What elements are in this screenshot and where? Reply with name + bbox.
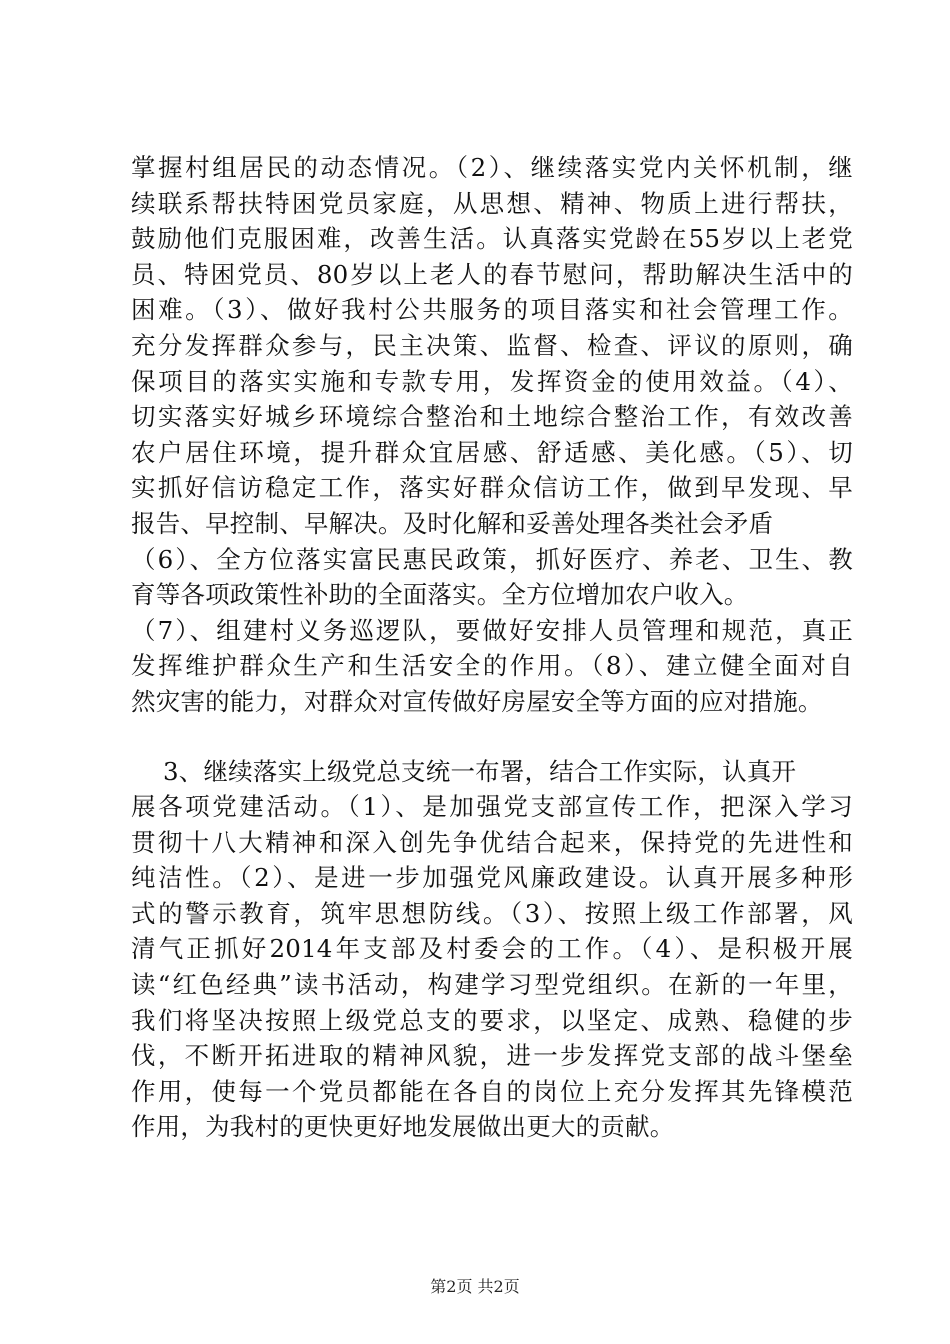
text-line: 3、继续落实上级党总支统一布署，结合工作实际，认真开 (131, 756, 797, 786)
text-line: 鼓励他们克服困难，改善生活。认真落实党龄在55岁以上老党 (131, 224, 853, 254)
text-line: 我们将坚决按照上级党总支的要求，以坚定、成熟、稳健的步 (131, 1005, 853, 1035)
text-line: 发挥维护群众生产和生活安全的作用。（8）、建立健全面对自 (131, 651, 853, 681)
text-line: 作用，使每一个党员都能在各自的岗位上充分发挥其先锋模范 (131, 1076, 853, 1106)
text-line: 续联系帮扶特困党员家庭，从思想、精神、物质上进行帮扶， (131, 188, 853, 218)
text-line: 切实落实好城乡环境综合整治和土地综合整治工作，有效改善 (131, 402, 853, 432)
text-line: 报告、早控制、早解决。及时化解和妥善处理各类社会矛盾 (131, 508, 774, 538)
text-line: 掌握村组居民的动态情况。（2）、继续落实党内关怀机制，继 (131, 153, 853, 182)
text-line: 保项目的落实实施和专款专用，发挥资金的使用效益。（4）、 (131, 366, 853, 396)
text-line: 然灾害的能力，对群众对宣传做好房屋安全等方面的应对措施。 (131, 686, 823, 716)
paragraph-1 (131, 150, 853, 720)
paragraph-gap (131, 720, 853, 754)
text-line: 员、特困党员、80岁以上老人的春节慰问，帮助解决生活中的 (131, 259, 853, 289)
text-line: 贯彻十八大精神和深入创先争优结合起来，保持党的先进性和 (131, 827, 853, 857)
text-line: 清气正抓好2014年支部及村委会的工作。（4）、是积极开展 (131, 934, 853, 964)
paragraph-2 (131, 754, 853, 1146)
text-line: 困难。（3）、做好我村公共服务的项目落实和社会管理工作。 (131, 295, 853, 325)
document-body (131, 150, 853, 1145)
text-line: 式的警示教育，筑牢思想防线。（3）、按照上级工作部署，风 (131, 898, 853, 928)
text-line: 实抓好信访稳定工作，落实好群众信访工作，做到早发现、早 (131, 473, 853, 503)
text-line: （7）、组建村义务巡逻队，要做好安排人员管理和规范，真正 (131, 615, 853, 645)
text-line: 农户居住环境，提升群众宜居感、舒适感、美化感。（5）、切 (131, 437, 853, 467)
text-line: 作用，为我村的更快更好地发展做出更大的贡献。 (131, 1112, 675, 1142)
text-line: 育等各项政策性补助的全面落实。全方位增加农户收入。 (131, 580, 749, 610)
text-line: 展各项党建活动。（1）、是加强党支部宣传工作，把深入学习 (131, 792, 853, 822)
text-line: 伐，不断开拓进取的精神风貌，进一步发挥党支部的战斗堡垒 (131, 1041, 853, 1071)
text-line: 纯洁性。（2）、是进一步加强党风廉政建设。认真开展多种形 (131, 863, 853, 893)
text-line: （6）、全方位落实富民惠民政策，抓好医疗、养老、卫生、教 (131, 544, 853, 574)
page-number-footer: 第2页 共2页 (430, 1277, 520, 1296)
text-line: 读“红色经典”读书活动，构建学习型党组织。在新的一年里， (131, 970, 853, 1000)
text-line: 充分发挥群众参与，民主决策、监督、检查、评议的原则，确 (131, 330, 853, 360)
